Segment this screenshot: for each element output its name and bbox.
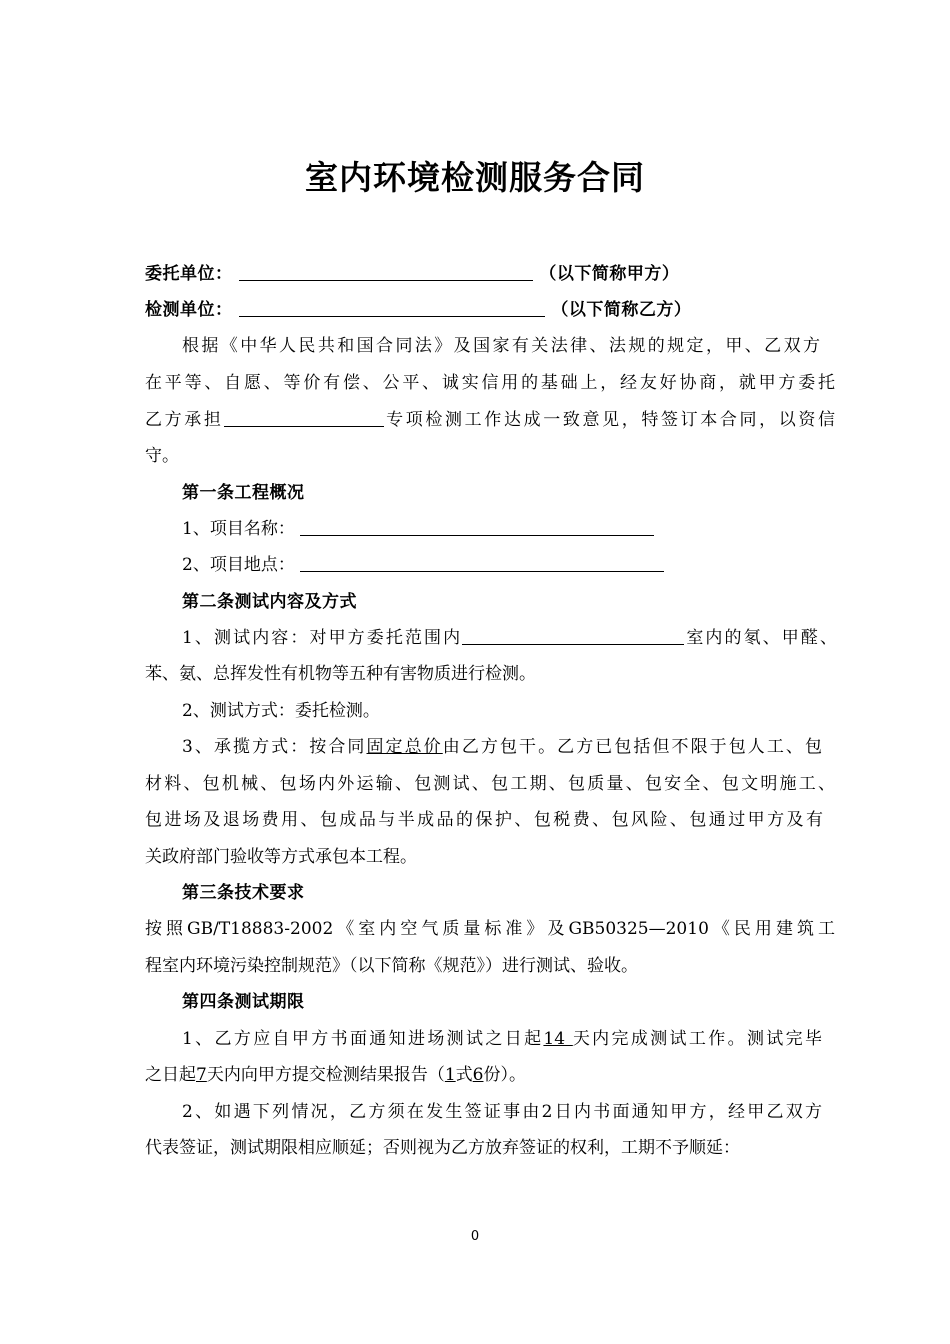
intro-line-2: 在平等、自愿、等价有偿、公平、诚实信用的基础上，经友好协商，就甲方委托 xyxy=(145,373,835,393)
tester-line xyxy=(145,298,835,322)
delay-line-1: 2、如遇下列情况，乙方须在发生签证事由2日内书面通知甲方，经甲乙双方 xyxy=(182,1102,822,1122)
contract-mode-pre: 3、承揽方式：按合同 xyxy=(182,737,367,757)
contract-mode-line-4: 关政府部门验收等方式承包本工程。 xyxy=(145,847,417,867)
project-location-line xyxy=(182,553,872,577)
project-location-label: 2、项目地点： xyxy=(182,555,295,575)
intro-line-3-pre: 乙方承担 xyxy=(145,410,224,430)
project-scope-blank[interactable] xyxy=(224,409,384,427)
period-line-1 xyxy=(182,1027,822,1051)
period-pre: 1、乙方应自甲方书面通知进场测试之日起 xyxy=(182,1029,544,1049)
intro-line-1: 根据《中华人民共和国合同法》及国家有关法律、法规的规定，甲、乙双方 xyxy=(182,336,820,356)
contract-mode-line-3: 包进场及退场费用、包成品与半成品的保护、包税费、包风险、包通过甲方及有 xyxy=(145,810,823,830)
tester-label: 检测单位： xyxy=(145,300,233,320)
report-days: 7 xyxy=(196,1065,207,1085)
tester-blank[interactable] xyxy=(239,299,545,317)
intro-line-4: 守。 xyxy=(145,446,179,466)
client-suffix: （以下简称甲方） xyxy=(539,264,680,284)
article-3-heading: 第三条技术要求 xyxy=(182,883,305,903)
contract-mode-post: 由乙方包干。乙方已包括但不限于包人工、包 xyxy=(442,737,822,757)
tech-req-line-2: 程室内环境污染控制规范》（以下简称《规范》）进行测试、验收。 xyxy=(145,956,638,976)
contract-mode-line-2: 材料、包机械、包场内外运输、包测试、包工期、包质量、包安全、包文明施工、 xyxy=(145,774,835,794)
period-post: 天内完成测试工作。测试完毕 xyxy=(572,1029,822,1049)
page-number: 0 xyxy=(470,1229,480,1244)
delay-line-2: 代表签证，测试期限相应顺延；否则视为乙方放弃签证的权利，工期不予顺延： xyxy=(145,1138,740,1158)
client-line xyxy=(145,262,835,286)
intro-line-3-post: 专项检测工作达成一致意见，特签订本合同，以资信 xyxy=(383,410,836,430)
article-1-heading: 第一条工程概况 xyxy=(182,483,305,503)
test-content-line-2: 苯、氨、总挥发性有机物等五种有害物质进行检测。 xyxy=(145,664,536,684)
project-location-blank[interactable] xyxy=(300,554,664,572)
period-l2-a: 之日起 xyxy=(145,1065,196,1085)
period-l2-d: 份）。 xyxy=(483,1065,526,1085)
project-name-label: 1、项目名称： xyxy=(182,519,295,539)
test-content-post: 室内的氡、甲醛、 xyxy=(684,628,837,648)
test-method-line: 2、测试方式：委托检测。 xyxy=(182,701,380,721)
test-content-line-1 xyxy=(182,626,837,650)
fixed-total-price: 固定总价 xyxy=(366,737,443,757)
article-2-heading: 第二条测试内容及方式 xyxy=(182,592,357,612)
intro-line-3 xyxy=(145,408,835,432)
client-label: 委托单位： xyxy=(145,264,233,284)
report-copies: 6 xyxy=(472,1065,484,1085)
report-format-count: 1 xyxy=(444,1065,456,1085)
tester-suffix: （以下简称乙方） xyxy=(551,300,692,320)
tech-req-line-1: 按照GB/T18883-2002《室内空气质量标准》及GB50325—2010《民用建筑工 xyxy=(145,919,835,939)
article-4-heading: 第四条测试期限 xyxy=(182,992,305,1012)
period-l2-c: 式 xyxy=(455,1065,473,1085)
period-l2-b: 天内向甲方提交检测结果报告（ xyxy=(206,1065,445,1085)
test-scope-blank[interactable] xyxy=(462,627,684,645)
period-line-2 xyxy=(145,1063,835,1087)
test-days: 14 xyxy=(543,1029,573,1049)
contract-title: 室内环境检测服务合同 xyxy=(305,158,645,197)
project-name-blank[interactable] xyxy=(300,518,654,536)
project-name-line xyxy=(182,517,872,541)
contract-mode-line-1 xyxy=(182,735,822,759)
client-blank[interactable] xyxy=(239,263,533,281)
test-content-pre: 1、测试内容：对甲方委托范围内 xyxy=(182,628,463,648)
